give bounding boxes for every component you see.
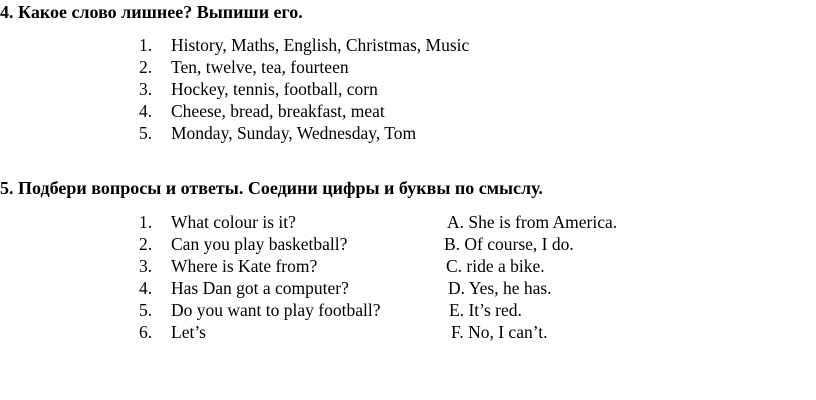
item-number: 2. bbox=[139, 57, 153, 77]
task4-heading: 4. Какое слово лишнее? Выпиши его. bbox=[0, 2, 303, 22]
item-number: 1. bbox=[139, 35, 153, 55]
question-text: Can you play basketball? bbox=[171, 234, 348, 254]
answer-text: D. Yes, he has. bbox=[448, 278, 552, 298]
item-number: 3. bbox=[139, 256, 153, 276]
item-text: Cheese, bread, breakfast, meat bbox=[171, 101, 385, 121]
question-text: Where is Kate from? bbox=[171, 256, 318, 276]
answer-text: A. She is from America. bbox=[447, 212, 618, 232]
answer-text: B. Of course, I do. bbox=[444, 234, 574, 254]
item-text: Monday, Sunday, Wednesday, Tom bbox=[171, 123, 417, 143]
item-number: 4. bbox=[139, 278, 153, 298]
answer-text: F. No, I can’t. bbox=[451, 322, 548, 342]
item-number: 4. bbox=[139, 101, 153, 121]
question-text: Let’s bbox=[171, 322, 206, 342]
item-number: 5. bbox=[139, 123, 153, 143]
answer-text: C. ride a bike. bbox=[446, 256, 545, 276]
item-text: Hockey, tennis, football, corn bbox=[171, 79, 378, 99]
answer-text: E. It’s red. bbox=[449, 300, 522, 320]
item-number: 2. bbox=[139, 234, 153, 254]
item-number: 3. bbox=[139, 79, 153, 99]
task5-heading: 5. Подбери вопросы и ответы. Соедини цифры и буквы по смыслу. bbox=[0, 178, 543, 198]
question-text: Has Dan got a computer? bbox=[171, 278, 349, 298]
item-number: 6. bbox=[139, 322, 153, 342]
question-text: Do you want to play football? bbox=[171, 300, 381, 320]
item-number: 1. bbox=[139, 212, 153, 232]
item-text: Ten, twelve, tea, fourteen bbox=[171, 57, 349, 77]
item-text: History, Maths, English, Christmas, Music bbox=[171, 35, 470, 55]
item-number: 5. bbox=[139, 300, 153, 320]
question-text: What colour is it? bbox=[171, 212, 296, 232]
